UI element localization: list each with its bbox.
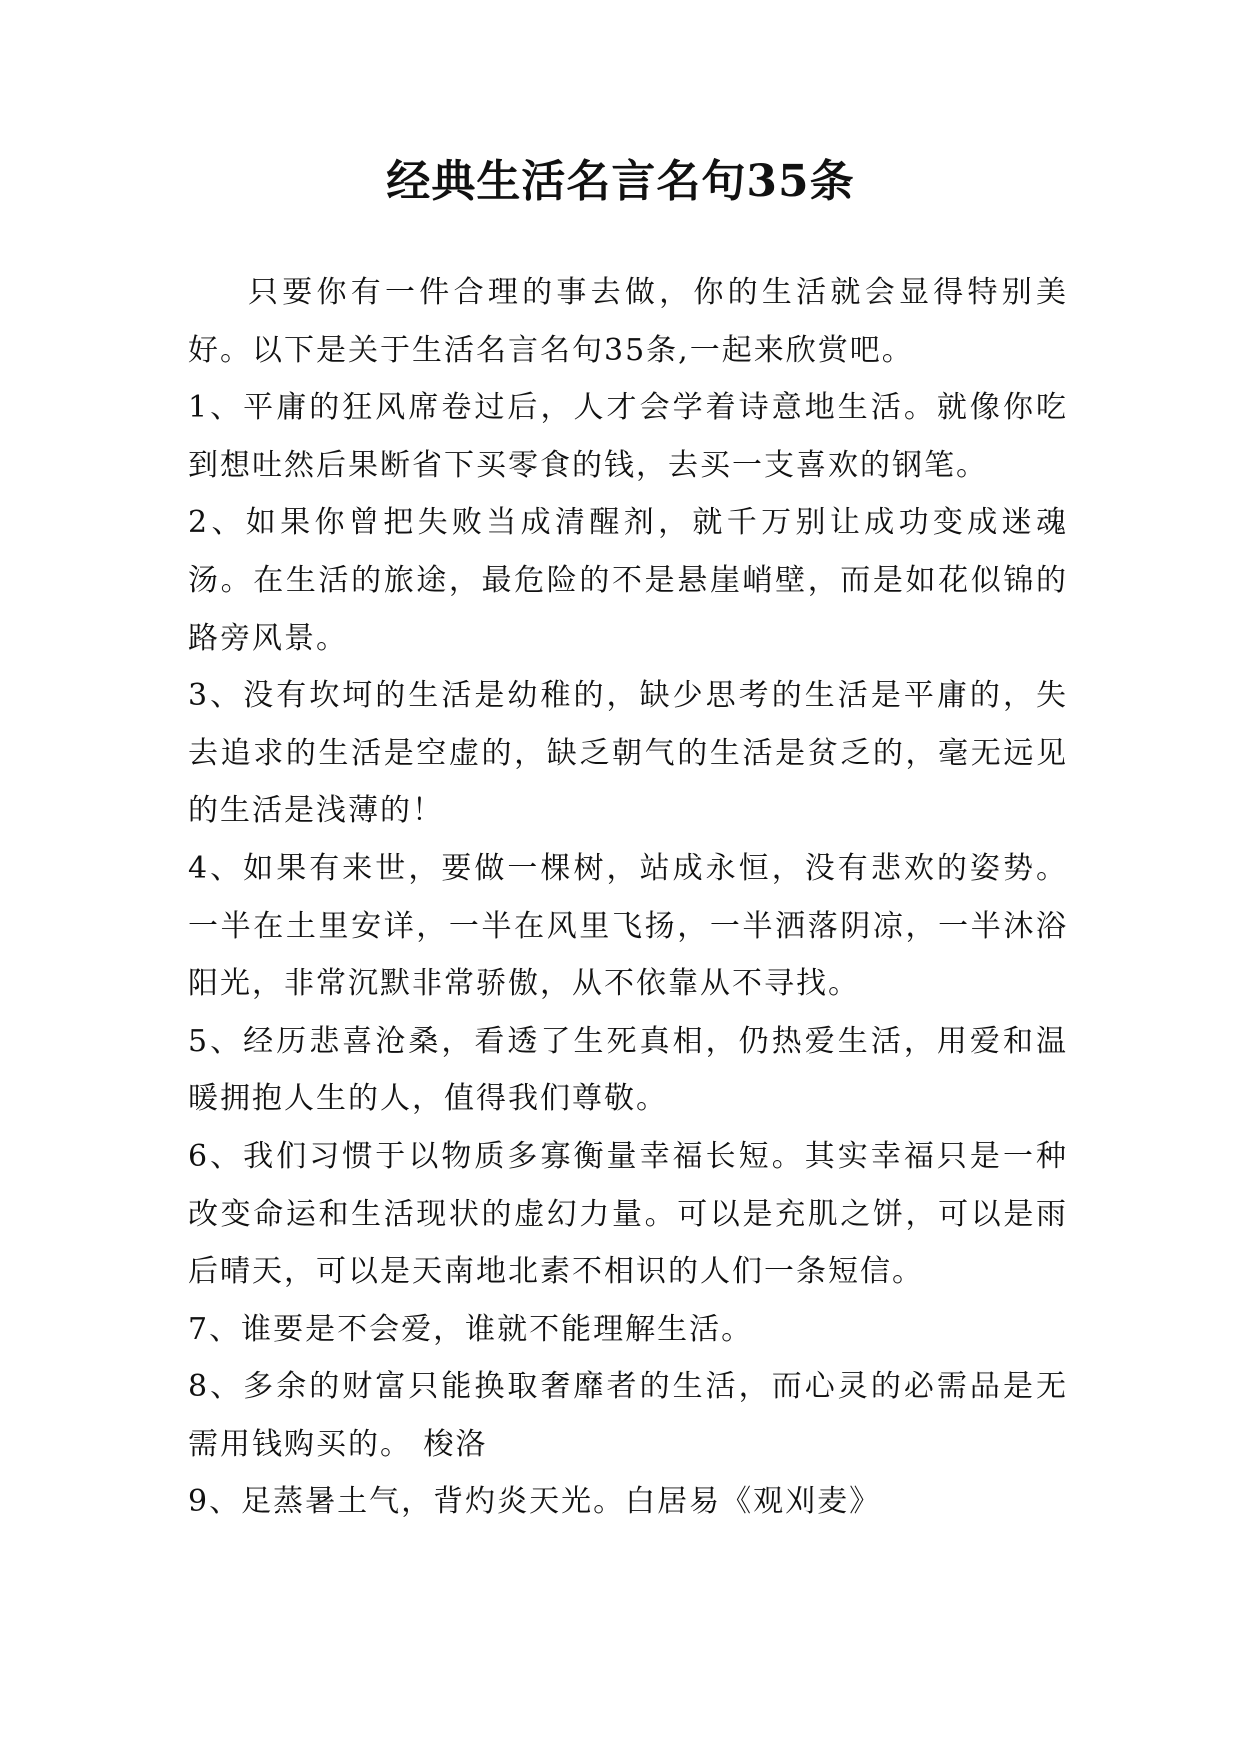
quote-paragraph-9: 9、足蒸暑土气，背灼炎天光。白居易《观刈麦》 xyxy=(188,1484,882,1520)
intro-paragraph: 只要你有一件合理的事去做，你的生活就会显得特别美好。以下是关于生活名言名句35条,一起来欣赏吧。 xyxy=(188,275,1068,368)
quote-paragraph-6: 6、我们习惯于以物质多寡衡量幸福长短。其实幸福只是一种改变命运和生活现状的虚幻力量。可以是充肌之饼，可以是雨后晴天，可以是天南地北素不相识的人们一条短信。 xyxy=(188,1138,1068,1290)
quote-paragraph-8: 8、多余的财富只能换取奢靡者的生活，而心灵的必需品是无需用钱购买的。 梭洛 xyxy=(188,1369,1068,1462)
quote-paragraph-2: 2、如果你曾把失败当成清醒剂，就千万别让成功变成迷魂汤。在生活的旅途，最危险的不是悬崖峭壁，而是如花似锦的路旁风景。 xyxy=(188,505,1068,656)
document-title: 经典生活名言名句35条 xyxy=(386,156,855,207)
quote-paragraph-3: 3、没有坎坷的生活是幼稚的，缺少思考的生活是平庸的，失去追求的生活是空虚的，缺乏朝气的生活是贫乏的，毫无远见的生活是浅薄的！ xyxy=(188,678,1068,829)
document-body xyxy=(188,264,1068,1531)
quote-paragraph-1: 1、平庸的狂风席卷过后，人才会学着诗意地生活。就像你吃到想吐然后果断省下买零食的钱，去买一支喜欢的钢笔。 xyxy=(188,390,1068,483)
quote-paragraph-5: 5、经历悲喜沧桑，看透了生死真相，仍热爱生活，用爱和温暖拥抱人生的人，值得我们尊敬。 xyxy=(188,1023,1068,1117)
quote-paragraph-7: 7、谁要是不会爱，谁就不能理解生活。 xyxy=(188,1311,754,1347)
quote-paragraph-4: 4、如果有来世，要做一棵树，站成永恒，没有悲欢的姿势。一半在土里安详，一半在风里飞扬，一半洒落阴凉，一半沐浴阳光，非常沉默非常骄傲，从不依靠从不寻找。 xyxy=(188,850,1068,1002)
